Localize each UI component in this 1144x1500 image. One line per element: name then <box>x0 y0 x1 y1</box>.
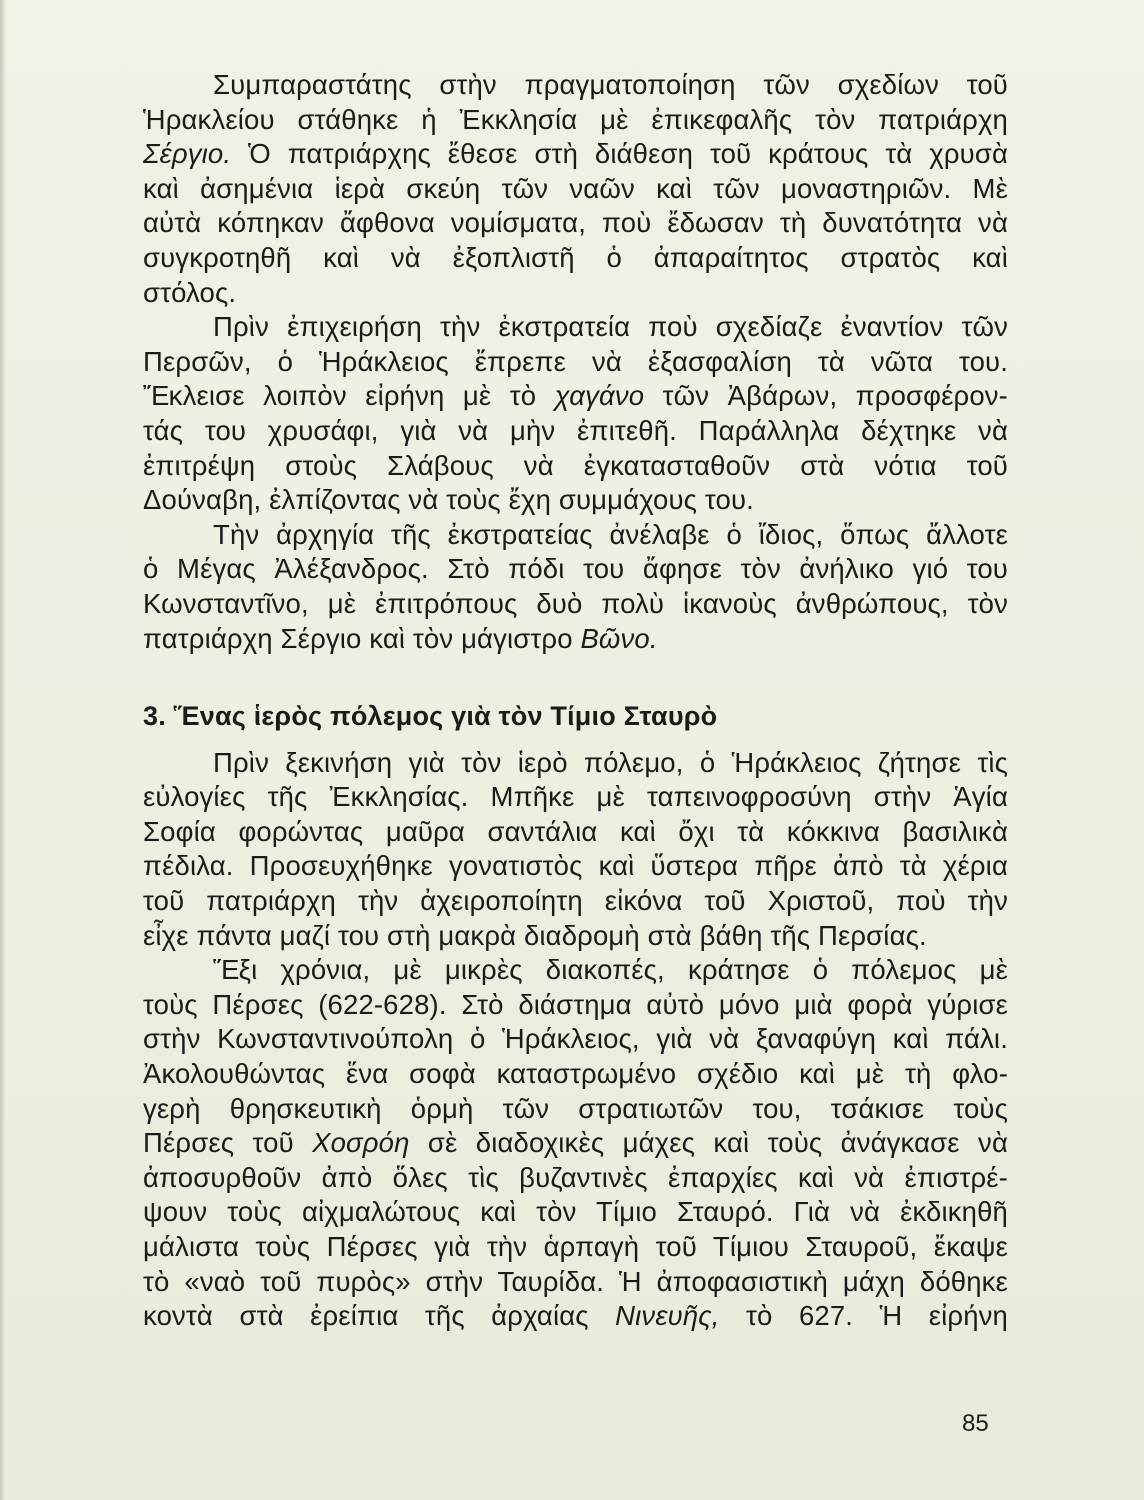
spacer <box>143 734 1008 746</box>
section-heading: 3. Ἕνας ἱερὸς πόλεμος γιὰ τὸν Τίμιο Σταυρὸ <box>143 701 718 732</box>
text-line: εὐλογίες τῆς Ἐκκλησίας. Μπῆκε μὲ ταπεινοφροσύνη στὴν Ἁγία <box>143 781 1008 813</box>
text-line: Περσῶν, ὁ Ἡράκλειος ἔπρεπε νὰ ἐξασφαλίση τὰ νῶτα του. <box>143 345 1008 377</box>
text-line: τὸ «ναὸ τοῦ πυρὸς» στὴν Ταυρίδα. Ἡ ἀποφασιστικὴ μάχη δόθηκε <box>143 1265 1008 1297</box>
text-line: Συμπαραστάτης στὴν πραγματοποίηση τῶν σχεδίων τοῦ <box>213 69 1008 100</box>
text-line: πέδιλα. Προσευχήθηκε γονατιστὸς καὶ ὕστερα πῆρε ἀπὸ τὰ χέρια <box>143 850 1008 882</box>
text-line: εἶχε πάντα μαζί του στὴ μακρὰ διαδρομὴ στὰ βάθη τῆς Περσίας. <box>143 919 927 951</box>
paragraph-4 <box>143 746 1008 954</box>
paragraph-5 <box>143 953 1008 1334</box>
text-span: τὸ 627. Ἡ εἰρήνη <box>719 1300 1008 1332</box>
italic-term: Σέργιο. <box>143 138 232 170</box>
text-line: Ἀκολουθώντας ἕνα σοφὰ καταστρωμένο σχέδιο καὶ μὲ τὴ φλο- <box>143 1058 1008 1090</box>
text-line <box>143 379 1008 414</box>
body-text <box>143 68 1008 1334</box>
text-line: Ἕξι χρόνια, μὲ μικρὲς διακοπές, κράτησε ὁ πόλεμος μὲ <box>213 954 1008 986</box>
spacer <box>143 656 1008 699</box>
text-line: Δούναβη, ἐλπίζοντας νὰ τοὺς ἔχη συμμάχους του. <box>143 484 754 516</box>
text-line: Τὴν ἀρχηγία τῆς ἐκστρατείας ἀνέλαβε ὁ ἴδιος, ὅπως ἄλλοτε <box>213 518 1008 550</box>
text-line: Πρὶν ξεκινήση γιὰ τὸν ἱερὸ πόλεμο, ὁ Ἡράκλειος ζήτησε τὶς <box>213 746 1008 778</box>
text-line: τάς του χρυσάφι, γιὰ νὰ μὴν ἐπιτεθῆ. Παράλληλα δέχτηκε νὰ <box>143 414 1008 446</box>
text-span: Ὁ πατριάρχης ἔθεσε στὴ διάθεση τοῦ κράτους τὰ χρυσὰ <box>231 138 1008 170</box>
text-line: τοῦ πατριάρχη τὴν ἀχειροποίητη εἰκόνα τοῦ Χριστοῦ, ποὺ τὴν <box>143 885 1008 917</box>
page-number: 85 <box>962 1410 989 1437</box>
text-line: γερὴ θρησκευτικὴ ὁρμὴ τῶν στρατιωτῶν του, τσάκισε τοὺς <box>143 1092 1008 1124</box>
text-line <box>143 1126 1008 1161</box>
paragraph-1 <box>143 68 1008 310</box>
text-line: στόλος. <box>143 276 237 308</box>
page-binding-edge <box>0 0 6 1500</box>
text-line <box>143 622 1008 657</box>
text-line: Πρὶν ἐπιχειρήση τὴν ἐκστρατεία ποὺ σχεδίαζε ἐναντίον τῶν <box>213 311 1008 343</box>
text-span: σὲ διαδοχικὲς μάχες καὶ τοὺς ἀνάγκασε νὰ <box>409 1127 1008 1159</box>
text-line: αὐτὰ κόπηκαν ἄφθονα νομίσματα, ποὺ ἔδωσαν τὴ δυνατότητα νὰ <box>143 207 1008 239</box>
text-span: τῶν Ἀβάρων, προσφέρον- <box>644 380 1008 412</box>
text-line: Κωνσταντῖνο, μὲ ἐπιτρόπους δυὸ πολὺ ἱκανοὺς ἀνθρώπους, τὸν <box>143 587 1008 619</box>
italic-term: χαγάνο <box>554 380 645 412</box>
text-span: κοντὰ στὰ ἐρείπια τῆς ἀρχαίας <box>143 1300 616 1332</box>
text-line: στὴν Κωνσταντινούπολη ὁ Ἡράκλειος, γιὰ νὰ ξαναφύγη καὶ πάλι. <box>143 1023 1008 1055</box>
italic-term: Νινευῆς, <box>615 1300 720 1332</box>
text-span: Πέρσες τοῦ <box>143 1127 313 1159</box>
text-line: συγκροτηθῆ καὶ νὰ ἐξοπλιστῆ ὁ ἀπαραίτητος στρατὸς καὶ <box>143 241 1008 273</box>
text-line: καὶ ἀσημένια ἱερὰ σκεύη τῶν ναῶν καὶ τῶν μοναστηριῶν. Μὲ <box>143 172 1008 204</box>
text-line: ἐπιτρέψη στοὺς Σλάβους νὰ ἐγκατασταθοῦν στὰ νότια τοῦ <box>143 449 1008 481</box>
italic-term: Βῶνο. <box>580 622 658 654</box>
text-line: Σοφία φορώντας μαῦρα σαντάλια καὶ ὄχι τὰ κόκκινα βασιλικὰ <box>143 815 1008 847</box>
text-line: ἀποσυρθοῦν ἀπὸ ὅλες τὶς βυζαντινὲς ἐπαρχίες καὶ νὰ ἐπιστρέ- <box>143 1161 1008 1193</box>
text-span: πατριάρχη Σέργιο καὶ τὸν μάγιστρο <box>143 622 581 654</box>
paragraph-2 <box>143 310 1008 518</box>
text-line: τοὺς Πέρσες (622-628). Στὸ διάστημα αὐτὸ μόνο μιὰ φορὰ γύρισε <box>143 988 1008 1020</box>
text-line <box>143 1299 1008 1334</box>
text-line: ὁ Μέγας Ἀλέξανδρος. Στὸ πόδι του ἄφησε τὸν ἀνήλικο γιό του <box>143 553 1008 585</box>
text-line: ψουν τοὺς αἰχμαλώτους καὶ τὸν Τίμιο Σταυρό. Γιὰ νὰ ἐκδικηθῆ <box>143 1196 1008 1228</box>
text-line: μάλιστα τοὺς Πέρσες γιὰ τὴν ἁρπαγὴ τοῦ Τίμιου Σταυροῦ, ἔκαψε <box>143 1231 1008 1262</box>
text-span: Ἔκλεισε λοιπὸν εἰρήνη μὲ τὸ <box>143 380 555 412</box>
text-line: Ἡρακλείου στάθηκε ἡ Ἐκκλησία μὲ ἐπικεφαλῆς τὸν πατριάρχη <box>143 103 1008 135</box>
text-line <box>143 137 1008 172</box>
paragraph-3 <box>143 518 1008 656</box>
italic-term: Χοσρόη <box>312 1127 410 1159</box>
